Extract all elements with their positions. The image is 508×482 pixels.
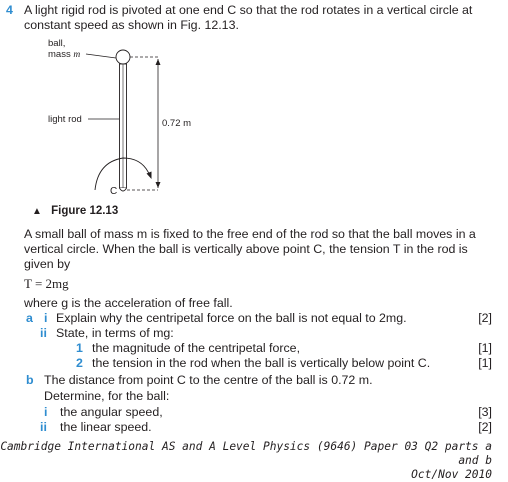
part-a-ii-2-mark: [1] (478, 356, 492, 370)
intro-line-1: A light rigid rod is pivoted at one end C so that the rod rotates in a vertical circle at (24, 3, 473, 17)
part-b-ii-num: ii (40, 420, 47, 434)
credit-line-2: Oct/Nov 2010 (411, 468, 492, 481)
equation: T = 2mg (24, 276, 69, 291)
part-a-i-num: i (44, 311, 48, 325)
part-a-i-text: Explain why the centripetal force on the ball is not equal to 2mg. (56, 311, 407, 325)
credit-line-1: Cambridge International AS and A Level Physics (9646) Paper 03 Q2 parts a and b (0, 440, 492, 467)
pivot (120, 188, 127, 191)
where-text: where g is the acceleration of free fall. (24, 296, 233, 310)
part-a-i-mark: [2] (478, 311, 492, 325)
part-a-ii-2-num: 2 (76, 356, 83, 370)
dimension-arrow-top (156, 59, 161, 65)
part-b-i-mark: [3] (478, 405, 492, 419)
part-a-letter: a (26, 311, 33, 325)
source-credit (0, 440, 492, 482)
body-line-2: vertical circle. When the ball is vertically above point C, the tension T in the rod is (24, 242, 468, 256)
ball-leader-line (86, 54, 116, 58)
label-mass: mass m (48, 49, 81, 60)
question-number: 4 (6, 3, 13, 17)
part-b-i-num: i (44, 405, 48, 419)
part-a-ii-1-text: the magnitude of the centripetal force, (92, 341, 301, 355)
label-rod: light rod (48, 114, 82, 125)
part-a-ii-1-mark: [1] (478, 341, 492, 355)
part-a-ii-2-text: the tension in the rod when the ball is vertically below point C. (92, 356, 431, 370)
part-b-i-text: the angular speed, (60, 405, 163, 419)
part-a-ii-1-num: 1 (76, 341, 83, 355)
part-b-text-1: The distance from point C to the centre of the ball is 0.72 m. (44, 373, 373, 387)
rotation-arrowhead (147, 172, 152, 180)
part-b-letter: b (26, 373, 34, 387)
part-b-ii-text: the linear speed. (60, 420, 152, 434)
label-length: 0.72 m (162, 118, 192, 129)
body-line-3: given by (24, 257, 71, 271)
label-pivot: C (110, 186, 118, 197)
dimension-arrow-bottom (156, 182, 161, 188)
part-a-ii-num: ii (40, 326, 47, 340)
rod-diagram (0, 34, 240, 199)
part-b-text-2: Determine, for the ball: (44, 389, 170, 403)
ball-circle (116, 50, 130, 64)
part-a-ii-text: State, in terms of mg: (56, 326, 174, 340)
caption-marker: ▲ (32, 206, 42, 217)
caption-text: Figure 12.13 (51, 205, 119, 217)
label-ball: ball, (48, 38, 66, 49)
figure-caption (32, 205, 118, 217)
body-line-1: A small ball of mass m is fixed to the free end of the rod so that the ball moves in a (24, 227, 476, 241)
intro-line-2: constant speed as shown in Fig. 12.13. (24, 18, 239, 32)
part-b-ii-mark: [2] (478, 420, 492, 434)
